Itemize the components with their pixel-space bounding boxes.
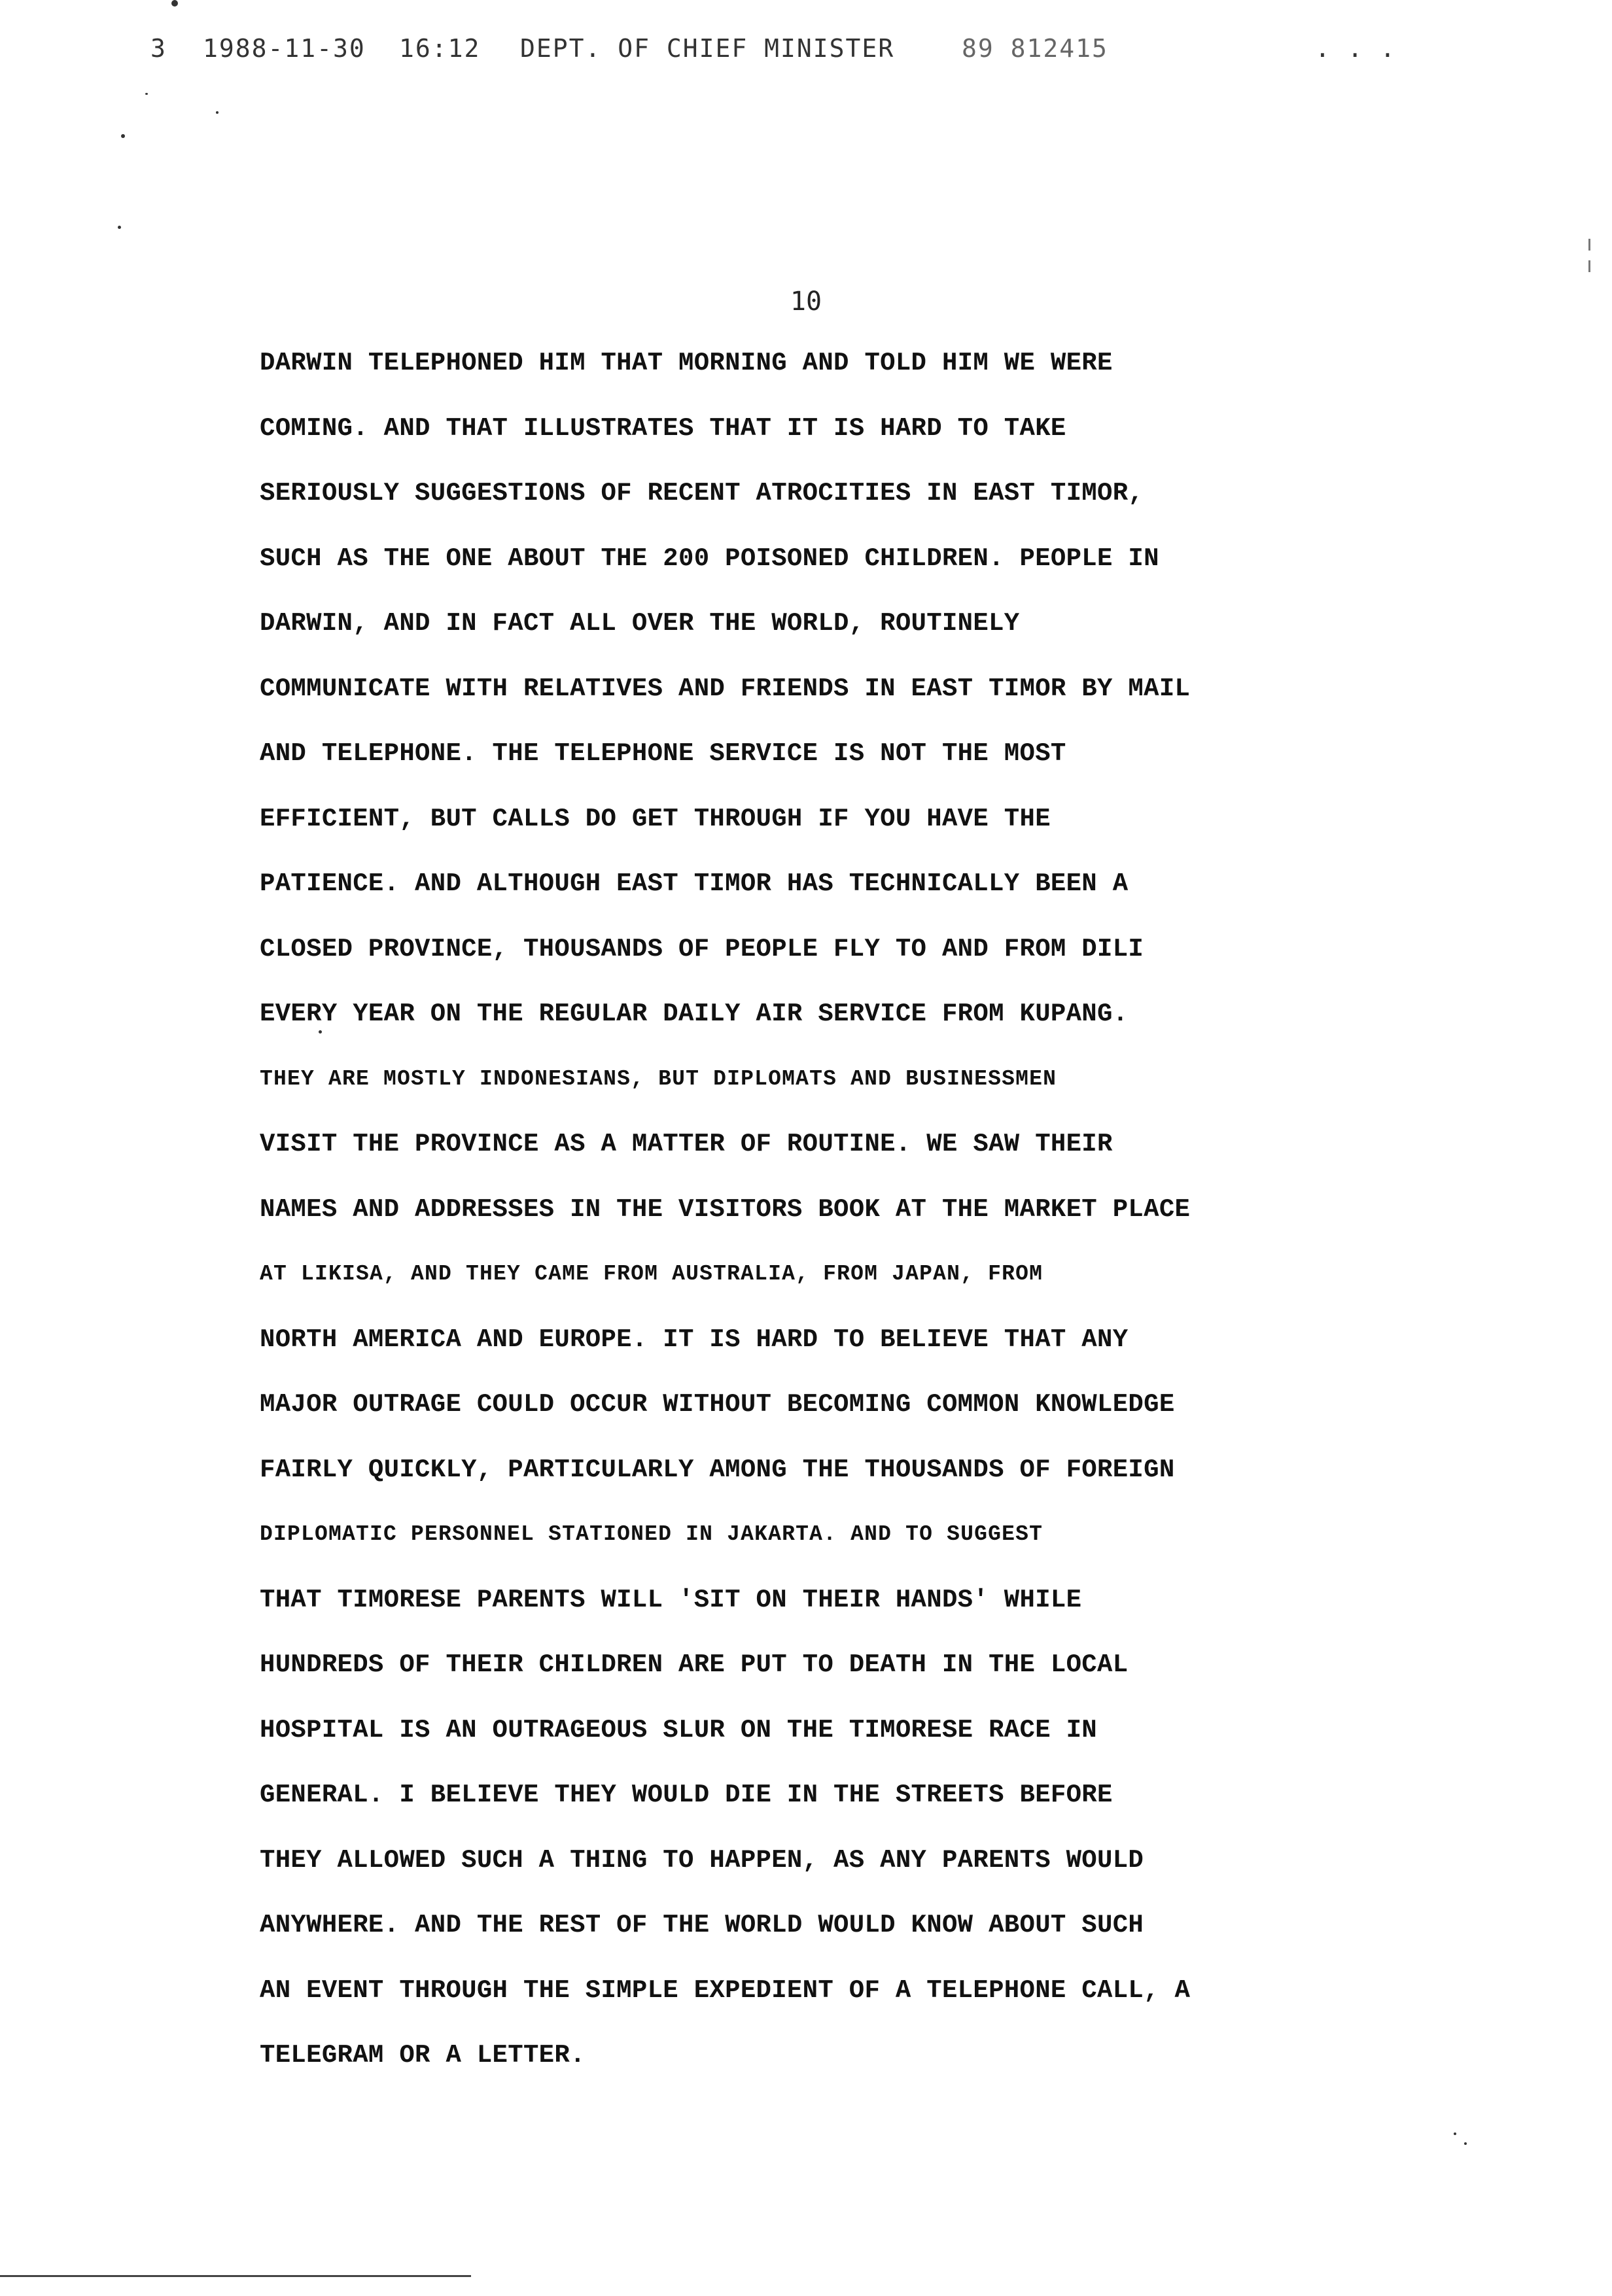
scan-speck [171,0,178,7]
text-line: THAT TIMORESE PARENTS WILL 'SIT ON THEIR HANDS' WHILE [260,1585,1082,1614]
text-line: SUCH AS THE ONE ABOUT THE 200 POISONED CHILDREN. PEOPLE IN [260,544,1159,573]
text-line: HUNDREDS OF THEIR CHILDREN ARE PUT TO DEATH IN THE LOCAL [260,1650,1129,1679]
text-line: EVERY YEAR ON THE REGULAR DAILY AIR SERVICE FROM KUPANG. [260,1000,1129,1028]
text-line: NAMES AND ADDRESSES IN THE VISITORS BOOK AT THE MARKET PLACE [260,1194,1191,1224]
scan-edge-mark [1588,260,1590,272]
page-number: 10 [790,287,822,317]
text-line: CLOSED PROVINCE, THOUSANDS OF PEOPLE FLY TO AND FROM DILI [260,934,1144,964]
text-line: THEY ARE MOSTLY INDONESIANS, BUT DIPLOMATS AND BUSINESSMEN [260,1066,1057,1091]
text-line: PATIENCE. AND ALTHOUGH EAST TIMOR HAS TECHNICALLY BEEN A [260,869,1129,898]
text-line: ANYWHERE. AND THE REST OF THE WORLD WOULD KNOW ABOUT SUCH [260,1911,1144,1939]
text-line: SERIOUSLY SUGGESTIONS OF RECENT ATROCITIES IN EAST TIMOR, [260,479,1144,508]
text-line: COMING. AND THAT ILLUSTRATES THAT IT IS HARD TO TAKE [260,413,1066,443]
scan-speck [1454,2132,1456,2135]
fax-number: 89 812415 [962,34,1108,63]
text-line: TELEGRAM OR A LETTER. [260,2041,586,2070]
text-line: AT LIKISA, AND THEY CAME FROM AUSTRALIA, FROM JAPAN, FROM [260,1262,1043,1286]
scan-speck [145,93,148,95]
scan-edge-rule [0,2275,471,2277]
scan-speck [1464,2142,1467,2145]
scan-speck [121,134,125,138]
text-line: COMMUNICATE WITH RELATIVES AND FRIENDS IN EAST TIMOR BY MAIL [260,674,1191,703]
document-body [260,343,1490,2101]
fax-header [150,34,1397,67]
text-line: VISIT THE PROVINCE AS A MATTER OF ROUTINE. WE SAW THEIR [260,1130,1113,1158]
text-line: AN EVENT THROUGH THE SIMPLE EXPEDIENT OF A TELEPHONE CALL, A [260,1975,1191,2005]
text-line: FAIRLY QUICKLY, PARTICULARLY AMONG THE THOUSANDS OF FOREIGN [260,1455,1175,1484]
fax-dots: . . . [1315,34,1397,63]
text-line: GENERAL. I BELIEVE THEY WOULD DIE IN THE STREETS BEFORE [260,1781,1113,1809]
text-line: DIPLOMATIC PERSONNEL STATIONED IN JAKARTA. AND TO SUGGEST [260,1522,1043,1546]
fax-time: 16:12 [399,34,481,63]
scan-speck [118,226,121,229]
text-line: THEY ALLOWED SUCH A THING TO HAPPEN, AS ANY PARENTS WOULD [260,1845,1144,1875]
text-line: EFFICIENT, BUT CALLS DO GET THROUGH IF YOU HAVE THE [260,804,1051,833]
fax-page-mark: 3 [150,34,167,63]
text-line: DARWIN, AND IN FACT ALL OVER THE WORLD, ROUTINELY [260,609,1020,638]
text-line: DARWIN TELEPHONED HIM THAT MORNING AND TOLD HIM WE WERE [260,349,1113,377]
text-line: HOSPITAL IS AN OUTRAGEOUS SLUR ON THE TIMORESE RACE IN [260,1715,1098,1745]
fax-date: 1988-11-30 [203,34,366,63]
text-line: AND TELEPHONE. THE TELEPHONE SERVICE IS NOT THE MOST [260,739,1066,768]
text-line: MAJOR OUTRAGE COULD OCCUR WITHOUT BECOMING COMMON KNOWLEDGE [260,1390,1175,1419]
text-line: NORTH AMERICA AND EUROPE. IT IS HARD TO BELIEVE THAT ANY [260,1325,1129,1354]
scan-edge-mark [1588,239,1590,251]
fax-sender: DEPT. OF CHIEF MINISTER [520,34,895,63]
scan-speck [216,111,219,114]
